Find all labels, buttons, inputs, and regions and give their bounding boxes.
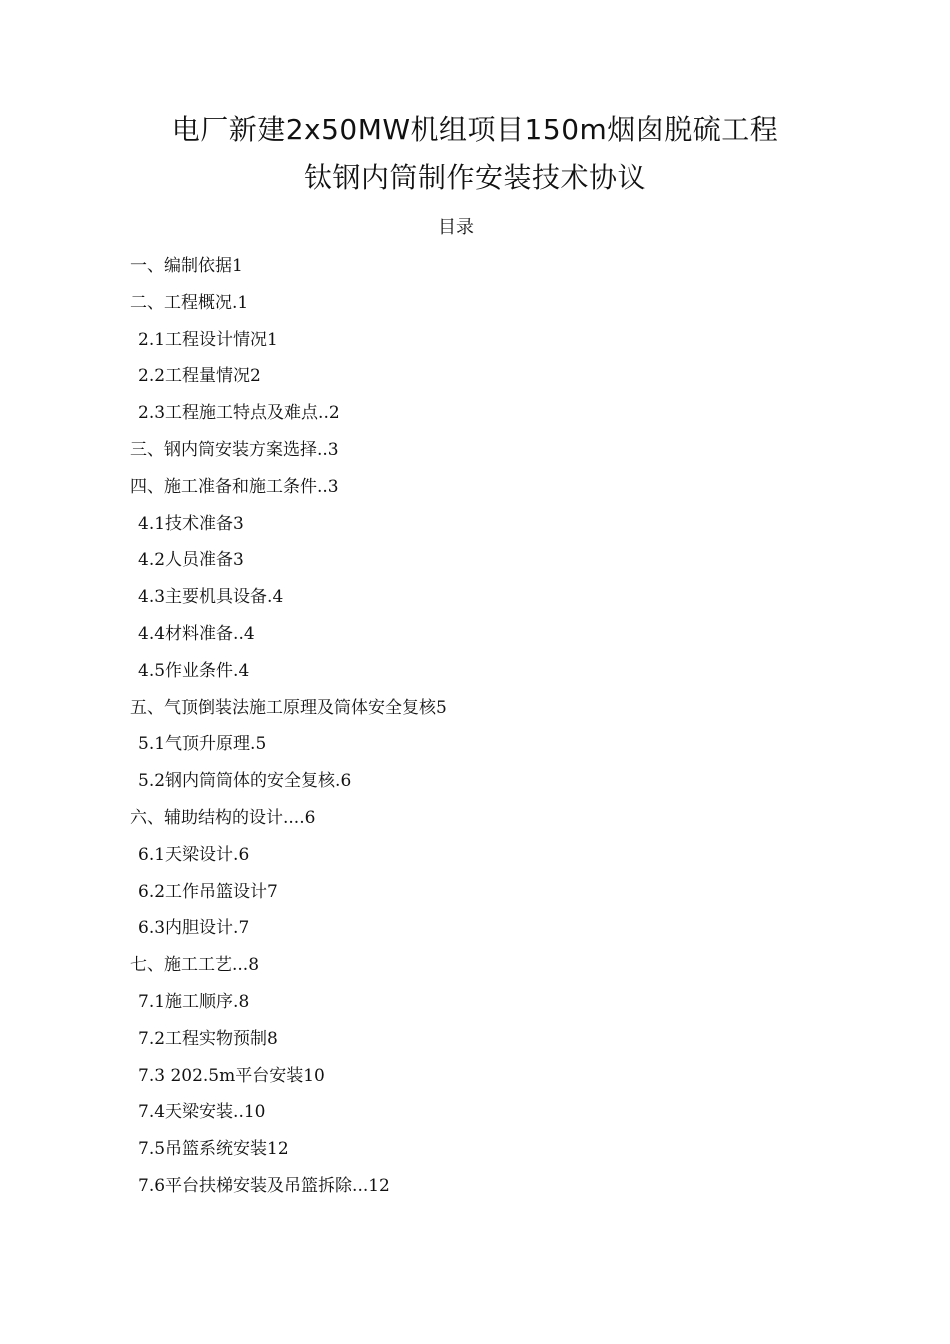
toc-subitem: 2.3工程施工特点及难点..2 [138,403,340,424]
toc-subitem: 6.3内胆设计.7 [138,918,250,939]
toc-subitem: 4.1技术准备3 [138,513,244,534]
toc-subitem: 7.1施工顺序.8 [138,991,250,1012]
toc-item: 一、编制依据1 [130,256,243,276]
toc-item: 七、施工工艺...8 [130,955,260,976]
toc-subitem: 7.3 202.5m平台安装10 [138,1065,325,1086]
toc-subitem: 5.1气顶升原理.5 [138,734,267,755]
toc-subitem: 7.4天梁安装..10 [138,1102,266,1123]
toc-subitem: 6.2工作吊篮设计7 [138,881,278,902]
toc-item: 三、钢内筒安装方案选择..3 [130,439,339,460]
toc-subitem: 2.1工程设计情况1 [138,329,278,350]
toc-subitem: 5.2钢内筒筒体的安全复核.6 [138,771,352,792]
toc-subitem: 7.6平台扶梯安装及吊篮拆除...12 [138,1175,390,1196]
toc-subitem: 2.2工程量情况2 [138,366,261,387]
toc-heading: 目录 [438,217,474,238]
toc-item: 六、辅助结构的设计....6 [130,807,316,828]
toc-subitem: 4.5作业条件.4 [138,660,250,681]
toc-item: 五、气顶倒装法施工原理及筒体安全复核5 [130,697,447,718]
document-title-line2: 钛钢内筒制作安装技术协议 [303,161,646,194]
toc-subitem: 7.5吊篮系统安装12 [138,1139,289,1160]
document-title-line1: 电厂新建2x50MW机组项目150m烟囱脱硫工程 [171,113,779,146]
toc-subitem: 4.3主要机具设备.4 [138,587,284,608]
table-of-contents [130,252,830,1209]
toc-subitem: 7.2工程实物预制8 [138,1028,278,1049]
toc-subitem: 4.2人员准备3 [138,550,244,571]
toc-item: 四、施工准备和施工条件..3 [130,476,339,497]
toc-item: 二、工程概况.1 [130,292,249,313]
toc-subitem: 4.4材料准备..4 [138,623,255,644]
toc-subitem: 6.1天梁设计.6 [138,844,250,865]
